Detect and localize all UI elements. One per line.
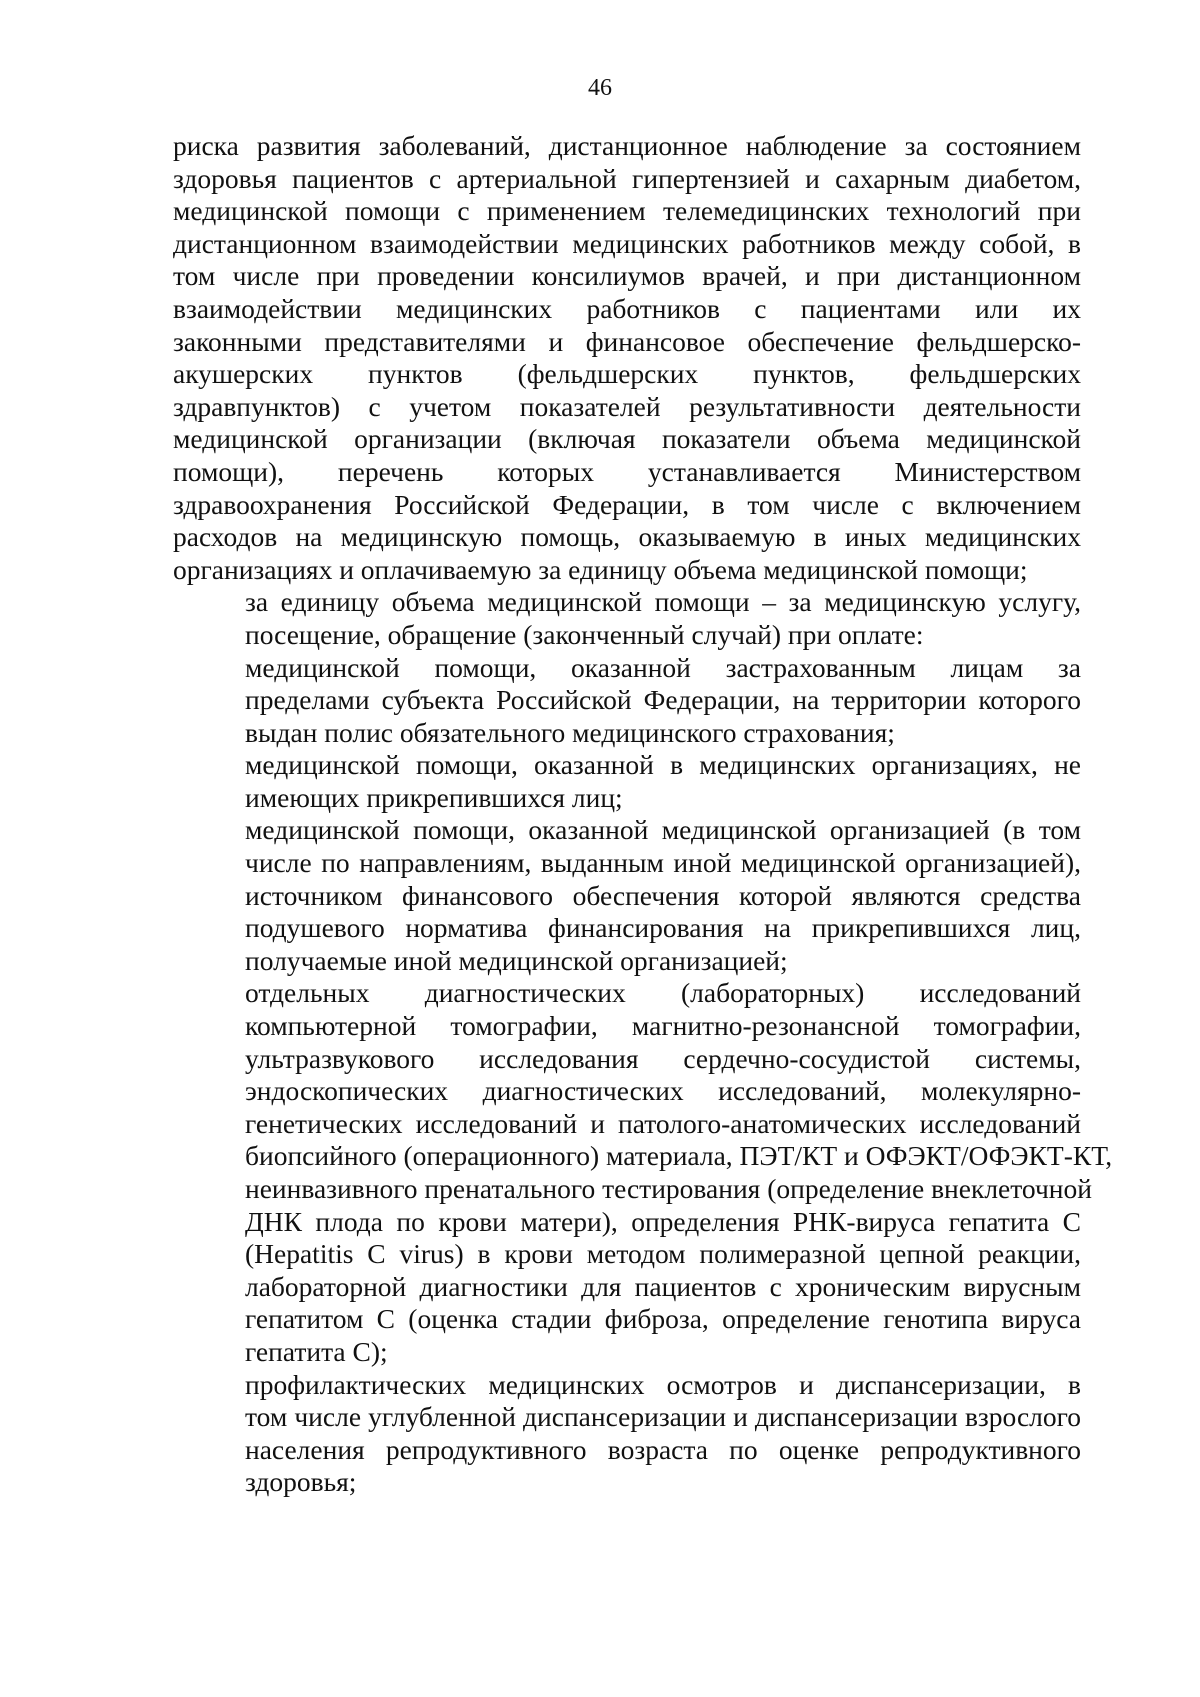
paragraph <box>173 749 1081 814</box>
paragraph <box>173 586 1081 651</box>
text-line: акушерских пунктов (фельдшерских пунктов, фельдшерских <box>173 358 1081 390</box>
text-line: том числе при проведении консилиумов врачей, и при дистанционном <box>173 260 1081 292</box>
text-line: гепатита С); <box>245 1335 388 1367</box>
text-line: медицинской помощи с применением телемедицинских технологий при <box>173 195 1081 227</box>
text-line: законными представителями и финансовое обеспечение фельдшерско- <box>173 325 1081 357</box>
text-line: числе по направлениям, выданным иной медицинской организацией), <box>245 847 1081 879</box>
text-line: ультразвукового исследования сердечно-сосудистой системы, <box>245 1042 1081 1074</box>
text-line: медицинской организации (включая показатели объема медицинской <box>173 423 1081 455</box>
document-body <box>173 130 1113 1499</box>
text-line: пределами субъекта Российской Федерации, на территории которого <box>245 684 1081 716</box>
text-line: медицинской помощи, оказанной медицинской организацией (в том <box>245 814 1081 846</box>
text-line: получаемые иной медицинской организацией; <box>245 944 788 976</box>
text-line: генетических исследований и патолого-анатомических исследований <box>245 1107 1081 1139</box>
text-line: взаимодействии медицинских работников с пациентами или их <box>173 292 1081 324</box>
text-line: посещение, обращение (законченный случай) при оплате: <box>245 618 924 650</box>
text-line: отдельных диагностических (лабораторных) исследований <box>245 977 1081 1009</box>
text-line: источником финансового обеспечения которой являются средства <box>245 879 1081 911</box>
text-line: лабораторной диагностики для пациентов с хроническим вирусным <box>245 1270 1081 1302</box>
text-line: биопсийного (операционного) материала, ПЭТ/КТ и ОФЭКТ/ОФЭКТ-КТ, <box>245 1140 1113 1172</box>
text-line: помощи), перечень которых устанавливается Министерством <box>173 455 1081 487</box>
text-line: профилактических медицинских осмотров и диспансеризации, в <box>245 1368 1081 1400</box>
text-line: (Hepatitis C virus) в крови методом полимеразной цепной реакции, <box>245 1238 1081 1270</box>
text-line: ДНК плода по крови матери), определения РНК-вируса гепатита С <box>245 1205 1081 1237</box>
paragraph <box>173 814 1081 977</box>
text-line: подушевого норматива финансирования на прикрепившихся лиц, <box>245 912 1081 944</box>
text-line: риска развития заболеваний, дистанционное наблюдение за состоянием <box>173 130 1081 161</box>
text-line: гепатитом С (оценка стадии фиброза, определение генотипа вируса <box>245 1303 1081 1335</box>
text-line: выдан полис обязательного медицинского страхования; <box>245 716 895 748</box>
text-line: здоровья пациентов с артериальной гипертензией и сахарным диабетом, <box>173 162 1081 194</box>
text-line: имеющих прикрепившихся лиц; <box>245 781 623 813</box>
text-line: компьютерной томографии, магнитно-резонансной томографии, <box>245 1010 1081 1042</box>
text-line: расходов на медицинскую помощь, оказываемую в иных медицинских <box>173 521 1081 553</box>
text-line: неинвазивного пренатального тестирования (определение внеклеточной <box>245 1173 1092 1204</box>
text-line: здоровья; <box>245 1466 357 1498</box>
text-line: том числе углубленной диспансеризации и диспансеризации взрослого <box>245 1401 1081 1433</box>
text-line: медицинской помощи, оказанной застрахованным лицам за <box>245 651 1081 683</box>
paragraph <box>173 652 1081 750</box>
text-line: за единицу объема медицинской помощи – за медицинскую услугу, <box>245 586 1081 618</box>
paragraph <box>173 1369 1081 1499</box>
page-number: 46 <box>588 75 612 101</box>
text-line: здравпунктов) с учетом показателей результативности деятельности <box>173 390 1081 422</box>
text-line: здравоохранения Российской Федерации, в том числе с включением <box>173 488 1081 520</box>
text-line: организациях и оплачиваемую за единицу объема медицинской помощи; <box>173 553 1028 585</box>
text-line: дистанционном взаимодействии медицинских работников между собой, в <box>173 227 1081 259</box>
text-line: медицинской помощи, оказанной в медицинских организациях, не <box>245 749 1081 781</box>
paragraph <box>173 130 1081 586</box>
text-line: населения репродуктивного возраста по оценке репродуктивного <box>245 1433 1081 1465</box>
text-line: эндоскопических диагностических исследований, молекулярно- <box>245 1075 1081 1107</box>
paragraph <box>173 977 1113 1368</box>
